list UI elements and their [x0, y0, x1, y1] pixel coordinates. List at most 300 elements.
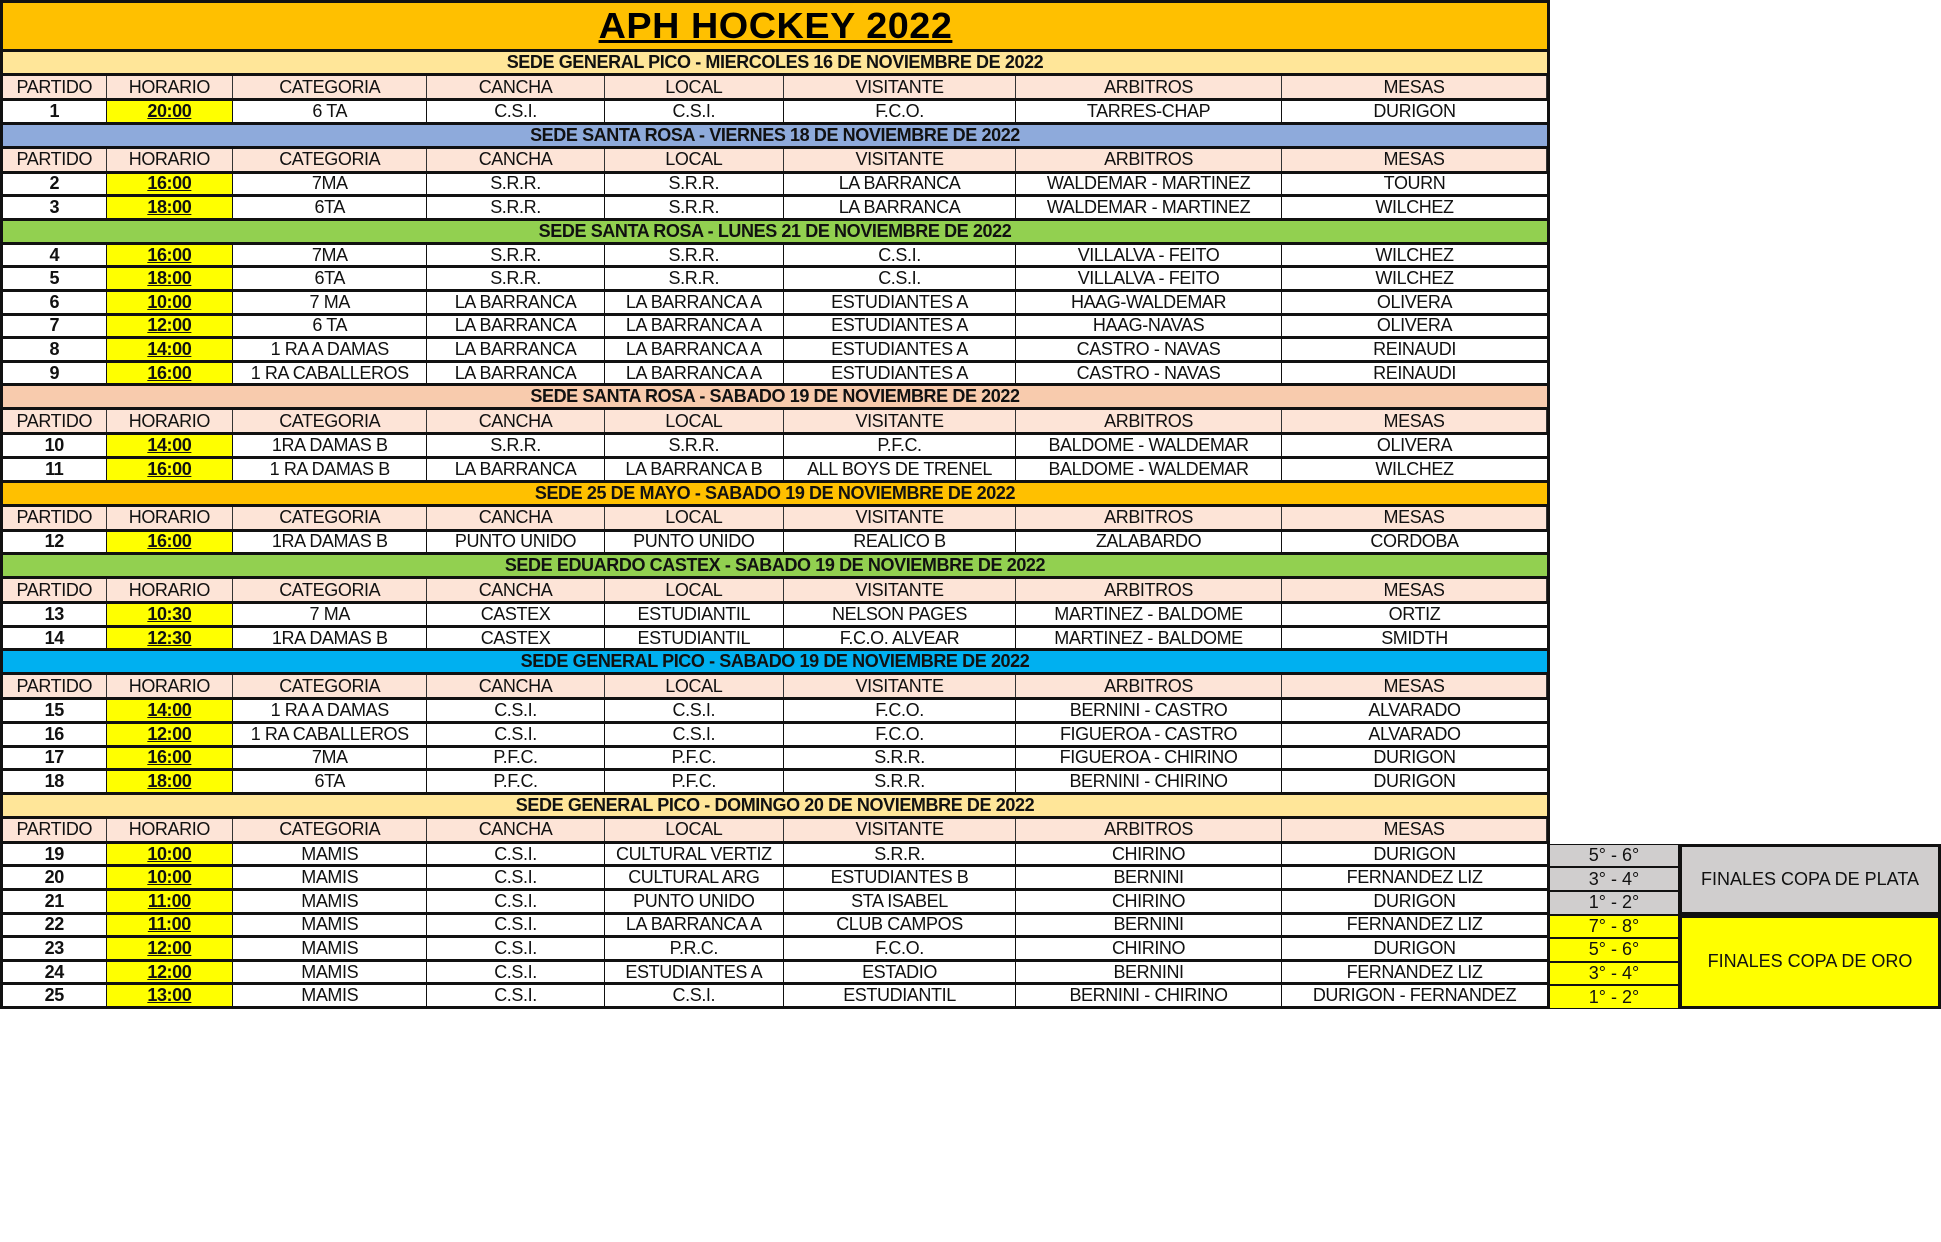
col-visitante: ESTUDIANTES A [784, 339, 1016, 360]
col-arbitros: BERNINI [1016, 867, 1282, 888]
col-partido: 17 [3, 748, 107, 769]
col-local: P.R.C. [605, 938, 784, 959]
col-arbitros: FIGUEROA - CASTRO [1016, 724, 1282, 745]
col-categoria: 7MA [233, 245, 427, 266]
col-mesas: ALVARADO [1368, 700, 1461, 721]
col-partido: 5 [3, 268, 107, 289]
section-header [0, 483, 1550, 507]
col-horario: 18:00 [107, 268, 234, 289]
col-visitante: F.C.O. [784, 700, 1016, 721]
col-partido: 13 [3, 604, 107, 625]
column-header-visitante: VISITANTE [784, 76, 1016, 98]
col-arbitros: ZALABARDO [1016, 532, 1282, 553]
column-header-horario: HORARIO [107, 410, 234, 432]
col-categoria: MAMIS [233, 844, 427, 865]
column-header-mesas: MESAS [1282, 149, 1547, 171]
col-mesas: DURIGON [1373, 891, 1456, 911]
col-categoria: 1 RA A DAMAS [233, 700, 427, 721]
col-partido: 22 [3, 915, 107, 936]
col-horario: 16:00 [107, 363, 234, 384]
col-cancha: LA BARRANCA [427, 316, 604, 337]
match-row [0, 316, 1550, 340]
finals-position-plata: 5° - 6° [1549, 844, 1679, 868]
match-row [0, 459, 1550, 483]
col-visitante: CLUB CAMPOS [784, 915, 1016, 936]
match-row [0, 748, 1550, 772]
column-header-local: LOCAL [605, 507, 784, 529]
col-cancha: P.F.C. [427, 771, 604, 792]
column-header-row [0, 410, 1550, 435]
col-partido: 9 [3, 363, 107, 384]
column-header-arbitros: ARBITROS [1016, 819, 1282, 841]
section-title: SEDE SANTA ROSA - SABADO 19 DE NOVIEMBRE DE 2022 [530, 386, 1020, 407]
col-arbitros: CHIRINO [1016, 844, 1282, 865]
col-mesas: WILCHEZ [1375, 459, 1454, 479]
col-horario: 12:00 [107, 962, 234, 983]
match-row [0, 844, 1550, 868]
title-banner [0, 0, 1550, 52]
col-mesas: REINAUDI [1373, 339, 1456, 359]
col-visitante: ALL BOYS DE TRENEL [784, 459, 1016, 480]
section-title: SEDE SANTA ROSA - LUNES 21 DE NOVIEMBRE DE 2022 [538, 220, 1012, 241]
section-header [0, 52, 1550, 76]
finals-label-oro: FINALES COPA DE ORO [1679, 915, 1941, 1009]
finals-label-plata: FINALES COPA DE PLATA [1679, 844, 1941, 915]
col-arbitros: BALDOME - WALDEMAR [1016, 459, 1282, 480]
column-header-local: LOCAL [605, 149, 784, 171]
col-categoria: MAMIS [233, 985, 427, 1006]
col-partido: 8 [3, 339, 107, 360]
col-horario: 12:00 [107, 724, 234, 745]
col-visitante: F.C.O. [784, 938, 1016, 959]
col-mesas: CORDOBA [1370, 531, 1459, 552]
column-header-categoria: CATEGORIA [233, 675, 427, 697]
col-visitante: NELSON PAGES [784, 604, 1016, 625]
match-row [0, 245, 1550, 269]
match-row [0, 339, 1550, 363]
column-header-arbitros: ARBITROS [1016, 675, 1282, 697]
col-categoria: 1 RA CABALLEROS [233, 363, 427, 384]
col-visitante: REALICO B [784, 532, 1016, 553]
column-header-visitante: VISITANTE [784, 410, 1016, 432]
column-header-partido: PARTIDO [3, 410, 107, 432]
col-visitante: ESTUDIANTES B [784, 867, 1016, 888]
col-horario: 16:00 [107, 245, 234, 266]
col-cancha: S.R.R. [427, 268, 604, 289]
col-arbitros: BERNINI - CHIRINO [1016, 771, 1282, 792]
col-mesas: WILCHEZ [1375, 197, 1454, 217]
section-header [0, 651, 1550, 675]
col-categoria: 1RA DAMAS B [233, 435, 427, 456]
col-mesas: FERNANDEZ LIZ [1346, 867, 1483, 888]
col-visitante: ESTUDIANTES A [784, 363, 1016, 384]
section-title: SEDE GENERAL PICO - DOMINGO 20 DE NOVIEMBRE DE 2022 [515, 794, 1035, 815]
col-partido: 4 [3, 245, 107, 266]
col-partido: 3 [3, 197, 107, 218]
match-row [0, 174, 1550, 198]
column-header-mesas: MESAS [1282, 579, 1547, 601]
section-header [0, 555, 1550, 579]
col-mesas: WILCHEZ [1375, 268, 1454, 289]
match-row [0, 268, 1550, 292]
col-local: PUNTO UNIDO [605, 891, 784, 912]
section-header [0, 386, 1550, 410]
col-mesas: SMIDTH [1381, 627, 1448, 648]
match-row [0, 101, 1550, 125]
col-mesas: REINAUDI [1373, 362, 1456, 383]
col-categoria: MAMIS [233, 915, 427, 936]
column-header-cancha: CANCHA [427, 579, 604, 601]
col-partido: 16 [3, 724, 107, 745]
section-title: SEDE EDUARDO CASTEX - SABADO 19 DE NOVIEMBRE DE 2022 [504, 555, 1046, 576]
match-row [0, 435, 1550, 459]
col-mesas: DURIGON [1373, 771, 1456, 791]
col-categoria: 6TA [233, 197, 427, 218]
match-row [0, 938, 1550, 962]
col-partido: 23 [3, 938, 107, 959]
column-header-partido: PARTIDO [3, 579, 107, 601]
match-row [0, 771, 1550, 795]
col-horario: 16:00 [107, 459, 234, 480]
column-header-visitante: VISITANTE [784, 149, 1016, 171]
column-header-arbitros: ARBITROS [1016, 76, 1282, 98]
col-cancha: S.R.R. [427, 174, 604, 195]
col-partido: 21 [3, 891, 107, 912]
col-horario: 16:00 [107, 532, 234, 553]
col-local: LA BARRANCA B [605, 459, 784, 480]
col-arbitros: BERNINI [1016, 915, 1282, 936]
col-categoria: 1 RA CABALLEROS [233, 724, 427, 745]
page-title: APH HOCKEY 2022 [598, 5, 952, 46]
col-mesas: DURIGON [1373, 101, 1456, 121]
col-categoria: 1 RA A DAMAS [233, 339, 427, 360]
section-title: SEDE SANTA ROSA - VIERNES 18 DE NOVIEMBRE DE 2022 [530, 124, 1020, 145]
col-categoria: MAMIS [233, 962, 427, 983]
match-row [0, 724, 1550, 748]
col-local: ESTUDIANTES A [605, 962, 784, 983]
col-cancha: C.S.I. [427, 844, 604, 865]
col-horario: 18:00 [107, 771, 234, 792]
col-cancha: C.S.I. [427, 724, 604, 745]
column-header-partido: PARTIDO [3, 507, 107, 529]
column-header-row [0, 149, 1550, 174]
section-title: SEDE GENERAL PICO - MIERCOLES 16 DE NOVIEMBRE DE 2022 [506, 52, 1044, 72]
col-visitante: S.R.R. [784, 844, 1016, 865]
col-categoria: 6TA [233, 771, 427, 792]
column-header-row [0, 507, 1550, 532]
col-mesas: FERNANDEZ LIZ [1346, 961, 1483, 982]
col-horario: 14:00 [107, 435, 234, 456]
col-local: ESTUDIANTIL [605, 604, 784, 625]
column-header-mesas: MESAS [1282, 675, 1547, 697]
col-partido: 15 [3, 700, 107, 721]
col-mesas: DURIGON [1373, 938, 1456, 958]
match-row [0, 915, 1550, 939]
column-header-categoria: CATEGORIA [233, 579, 427, 601]
col-mesas: ALVARADO [1368, 724, 1461, 744]
col-horario: 11:00 [107, 915, 234, 936]
finals-position-oro: 3° - 4° [1549, 962, 1679, 986]
col-partido: 1 [3, 101, 107, 122]
col-categoria: 7MA [233, 748, 427, 769]
column-header-mesas: MESAS [1282, 819, 1547, 841]
column-header-mesas: MESAS [1282, 76, 1547, 98]
column-header-arbitros: ARBITROS [1016, 579, 1282, 601]
col-partido: 25 [3, 985, 107, 1006]
col-local: S.R.R. [605, 245, 784, 266]
col-cancha: C.S.I. [427, 700, 604, 721]
col-local: C.S.I. [605, 985, 784, 1006]
col-arbitros: HAAG-WALDEMAR [1016, 292, 1282, 313]
match-row [0, 197, 1550, 221]
col-visitante: ESTUDIANTIL [784, 985, 1016, 1006]
col-cancha: C.S.I. [427, 938, 604, 959]
col-cancha: S.R.R. [427, 245, 604, 266]
col-categoria: 7 MA [233, 292, 427, 313]
column-header-local: LOCAL [605, 675, 784, 697]
col-cancha: CASTEX [427, 604, 604, 625]
column-header-mesas: MESAS [1282, 507, 1547, 529]
col-categoria: 1 RA DAMAS B [233, 459, 427, 480]
col-horario: 10:30 [107, 604, 234, 625]
col-partido: 2 [3, 174, 107, 195]
column-header-arbitros: ARBITROS [1016, 507, 1282, 529]
col-categoria: 6 TA [233, 101, 427, 122]
section-header [0, 795, 1550, 819]
col-horario: 13:00 [107, 985, 234, 1006]
col-partido: 24 [3, 962, 107, 983]
col-visitante: F.C.O. [784, 101, 1016, 122]
col-arbitros: CHIRINO [1016, 938, 1282, 959]
col-cancha: S.R.R. [427, 197, 604, 218]
col-cancha: LA BARRANCA [427, 459, 604, 480]
col-partido: 10 [3, 435, 107, 456]
col-mesas: WILCHEZ [1375, 244, 1454, 265]
col-mesas: ORTIZ [1388, 604, 1441, 624]
column-header-visitante: VISITANTE [784, 507, 1016, 529]
col-local: LA BARRANCA A [605, 363, 784, 384]
col-local: S.R.R. [605, 174, 784, 195]
col-local: C.S.I. [605, 724, 784, 745]
match-row [0, 985, 1550, 1009]
col-local: C.S.I. [605, 101, 784, 122]
column-header-cancha: CANCHA [427, 819, 604, 841]
match-row [0, 700, 1550, 724]
col-arbitros: MARTINEZ - BALDOME [1016, 604, 1282, 625]
col-local: PUNTO UNIDO [605, 532, 784, 553]
finals-position-plata: 3° - 4° [1549, 867, 1679, 891]
col-horario: 11:00 [107, 891, 234, 912]
column-header-partido: PARTIDO [3, 675, 107, 697]
col-local: C.S.I. [605, 700, 784, 721]
col-local: LA BARRANCA A [605, 339, 784, 360]
col-categoria: 7MA [233, 174, 427, 195]
col-arbitros: VILLALVA - FEITO [1016, 268, 1282, 289]
col-cancha: LA BARRANCA [427, 363, 604, 384]
column-header-visitante: VISITANTE [784, 675, 1016, 697]
col-partido: 6 [3, 292, 107, 313]
col-visitante: F.C.O. ALVEAR [784, 628, 1016, 649]
finals-position-oro: 7° - 8° [1549, 915, 1679, 939]
section-header [0, 125, 1550, 149]
finals-position-oro: 1° - 2° [1549, 985, 1679, 1009]
section-title: SEDE 25 DE MAYO - SABADO 19 DE NOVIEMBRE DE 2022 [534, 482, 1016, 503]
col-visitante: C.S.I. [784, 245, 1016, 266]
column-header-cancha: CANCHA [427, 149, 604, 171]
col-arbitros: BERNINI - CHIRINO [1016, 985, 1282, 1006]
col-horario: 10:00 [107, 292, 234, 313]
column-header-categoria: CATEGORIA [233, 410, 427, 432]
col-categoria: 6TA [233, 268, 427, 289]
column-header-local: LOCAL [605, 819, 784, 841]
col-local: P.F.C. [605, 748, 784, 769]
col-horario: 18:00 [107, 197, 234, 218]
column-header-categoria: CATEGORIA [233, 76, 427, 98]
col-arbitros: CASTRO - NAVAS [1016, 363, 1282, 384]
col-categoria: 1RA DAMAS B [233, 532, 427, 553]
column-header-categoria: CATEGORIA [233, 819, 427, 841]
match-row [0, 891, 1550, 915]
col-arbitros: BERNINI - CASTRO [1016, 700, 1282, 721]
col-categoria: MAMIS [233, 938, 427, 959]
match-row [0, 292, 1550, 316]
col-horario: 12:00 [107, 316, 234, 337]
col-local: LA BARRANCA A [605, 292, 784, 313]
col-arbitros: WALDEMAR - MARTINEZ [1016, 174, 1282, 195]
col-partido: 12 [3, 532, 107, 553]
column-header-visitante: VISITANTE [784, 819, 1016, 841]
col-cancha: LA BARRANCA [427, 339, 604, 360]
column-header-row [0, 819, 1550, 844]
column-header-horario: HORARIO [107, 819, 234, 841]
match-row [0, 532, 1550, 556]
col-visitante: STA ISABEL [784, 891, 1016, 912]
col-visitante: S.R.R. [784, 771, 1016, 792]
col-cancha: C.S.I. [427, 915, 604, 936]
col-categoria: MAMIS [233, 867, 427, 888]
column-header-categoria: CATEGORIA [233, 149, 427, 171]
col-horario: 12:30 [107, 628, 234, 649]
col-horario: 14:00 [107, 339, 234, 360]
col-cancha: C.S.I. [427, 867, 604, 888]
col-mesas: DURIGON [1373, 843, 1456, 864]
column-header-cancha: CANCHA [427, 76, 604, 98]
col-cancha: S.R.R. [427, 435, 604, 456]
col-visitante: LA BARRANCA [784, 197, 1016, 218]
match-row [0, 628, 1550, 652]
col-local: ESTUDIANTIL [605, 628, 784, 649]
col-local: CULTURAL VERTIZ [605, 844, 784, 865]
col-arbitros: VILLALVA - FEITO [1016, 245, 1282, 266]
column-header-local: LOCAL [605, 76, 784, 98]
col-horario: 10:00 [107, 867, 234, 888]
col-arbitros: CHIRINO [1016, 891, 1282, 912]
col-cancha: PUNTO UNIDO [427, 532, 604, 553]
col-local: S.R.R. [605, 268, 784, 289]
col-local: S.R.R. [605, 435, 784, 456]
col-mesas: TOURN [1383, 173, 1446, 194]
column-header-cancha: CANCHA [427, 410, 604, 432]
col-horario: 10:00 [107, 844, 234, 865]
col-partido: 14 [3, 628, 107, 649]
column-header-horario: HORARIO [107, 579, 234, 601]
column-header-row [0, 579, 1550, 604]
col-visitante: LA BARRANCA [784, 174, 1016, 195]
col-visitante: F.C.O. [784, 724, 1016, 745]
column-header-cancha: CANCHA [427, 507, 604, 529]
col-categoria: 1RA DAMAS B [233, 628, 427, 649]
match-row [0, 604, 1550, 628]
section-header [0, 221, 1550, 245]
col-horario: 12:00 [107, 938, 234, 959]
col-visitante: ESTADIO [784, 962, 1016, 983]
column-header-partido: PARTIDO [3, 149, 107, 171]
col-partido: 18 [3, 771, 107, 792]
col-mesas: OLIVERA [1376, 292, 1453, 312]
col-visitante: C.S.I. [784, 268, 1016, 289]
col-cancha: CASTEX [427, 628, 604, 649]
column-header-local: LOCAL [605, 410, 784, 432]
col-visitante: P.F.C. [784, 435, 1016, 456]
col-arbitros: TARRES-CHAP [1016, 101, 1282, 122]
col-mesas: OLIVERA [1376, 315, 1453, 336]
col-arbitros: MARTINEZ - BALDOME [1016, 628, 1282, 649]
col-arbitros: FIGUEROA - CHIRINO [1016, 748, 1282, 769]
column-header-horario: HORARIO [107, 149, 234, 171]
col-cancha: LA BARRANCA [427, 292, 604, 313]
col-arbitros: WALDEMAR - MARTINEZ [1016, 197, 1282, 218]
col-horario: 16:00 [107, 174, 234, 195]
column-header-categoria: CATEGORIA [233, 507, 427, 529]
col-mesas: DURIGON [1373, 747, 1456, 768]
col-mesas: DURIGON - FERNANDEZ [1312, 985, 1517, 1006]
col-local: P.F.C. [605, 771, 784, 792]
col-local: S.R.R. [605, 197, 784, 218]
match-row [0, 962, 1550, 986]
col-arbitros: HAAG-NAVAS [1016, 316, 1282, 337]
col-arbitros: BERNINI [1016, 962, 1282, 983]
col-partido: 11 [3, 459, 107, 480]
col-categoria: 7 MA [233, 604, 427, 625]
col-local: CULTURAL ARG [605, 867, 784, 888]
column-header-mesas: MESAS [1282, 410, 1547, 432]
col-mesas: OLIVERA [1376, 435, 1453, 456]
column-header-arbitros: ARBITROS [1016, 149, 1282, 171]
column-header-local: LOCAL [605, 579, 784, 601]
column-header-arbitros: ARBITROS [1016, 410, 1282, 432]
col-partido: 20 [3, 867, 107, 888]
column-header-horario: HORARIO [107, 507, 234, 529]
col-visitante: S.R.R. [784, 748, 1016, 769]
column-header-row [0, 76, 1550, 101]
col-categoria: 6 TA [233, 316, 427, 337]
col-visitante: ESTUDIANTES A [784, 316, 1016, 337]
col-local: LA BARRANCA A [605, 915, 784, 936]
finals-position-plata: 1° - 2° [1549, 891, 1679, 915]
column-header-partido: PARTIDO [3, 76, 107, 98]
col-horario: 20:00 [107, 101, 234, 122]
column-header-horario: HORARIO [107, 675, 234, 697]
col-cancha: C.S.I. [427, 962, 604, 983]
col-arbitros: BALDOME - WALDEMAR [1016, 435, 1282, 456]
col-partido: 7 [3, 316, 107, 337]
column-header-partido: PARTIDO [3, 819, 107, 841]
col-visitante: ESTUDIANTES A [784, 292, 1016, 313]
column-header-row [0, 675, 1550, 700]
section-title: SEDE GENERAL PICO - SABADO 19 DE NOVIEMBRE DE 2022 [520, 651, 1030, 672]
col-partido: 19 [3, 844, 107, 865]
col-arbitros: CASTRO - NAVAS [1016, 339, 1282, 360]
